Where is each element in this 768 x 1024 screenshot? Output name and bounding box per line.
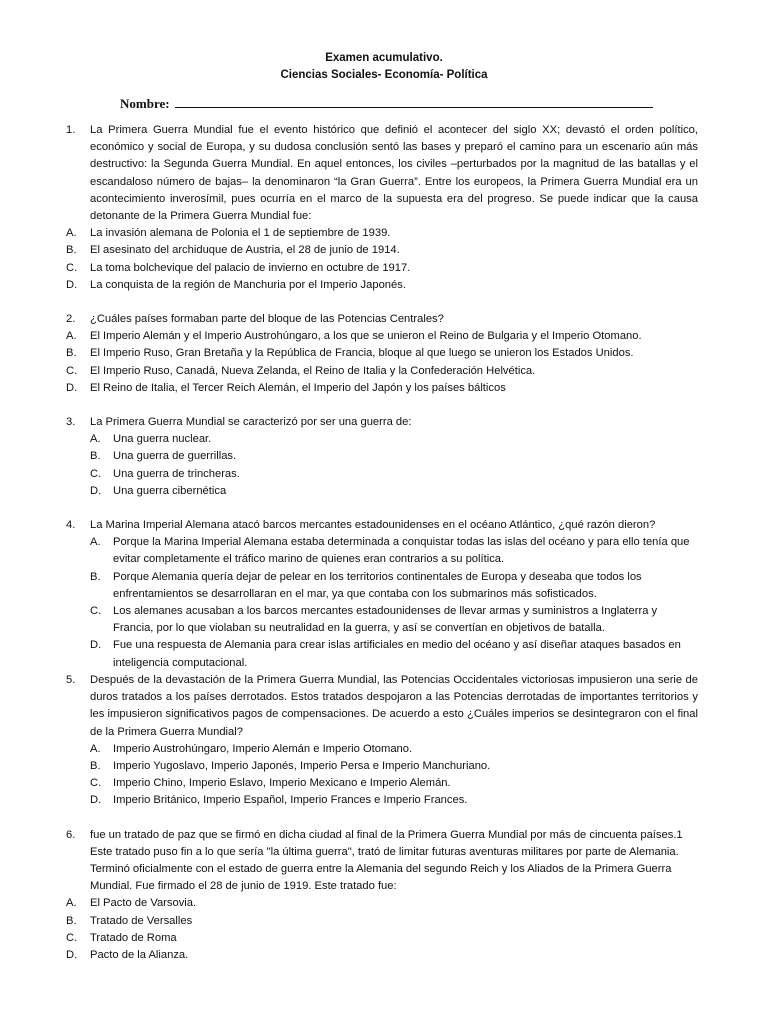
option-1d[interactable]	[66, 277, 698, 294]
question-text	[90, 122, 698, 225]
question-prompt: Se puede indicar que la causa detonante de la Primera Guerra Mundial fue:	[90, 192, 698, 223]
option-text: Fue una respuesta de Alemania para crear islas artificiales en medio del océano y así diseñar ataques basados en inteligencia computacional.	[113, 639, 681, 669]
question-number: 5.	[66, 673, 76, 686]
option-label: D.	[90, 484, 102, 497]
option-label: A.	[66, 330, 77, 343]
option-text: Imperio Chino, Imperio Eslavo, Imperio Mexicano e Imperio Alemán.	[113, 777, 451, 790]
question-4	[66, 517, 698, 534]
option-label: C.	[90, 777, 102, 790]
option-text: El Imperio Ruso, Gran Bretaña y la República de Francia, bloque al que luego se unieron los Estados Unidos.	[90, 347, 634, 360]
option-text: El Imperio Ruso, Canadá, Nueva Zelanda, el Reino de Italia y la Confederación Helvética.	[90, 364, 536, 377]
option-4d[interactable]	[66, 637, 698, 671]
option-label: A.	[90, 536, 101, 549]
option-label: C.	[66, 364, 78, 377]
question-text: ¿Cuáles países formaban parte del bloque de las Potencias Centrales?	[90, 313, 444, 326]
option-label: B.	[90, 759, 101, 772]
option-label: C.	[66, 261, 78, 274]
option-2b[interactable]	[66, 345, 698, 362]
question-2	[66, 311, 698, 328]
question-text: La Primera Guerra Mundial se caracterizó por ser una guerra de:	[90, 416, 412, 429]
option-label: C.	[90, 605, 102, 618]
question-text: fue un tratado de paz que se firmó en dicha ciudad al final de la Primera Guerra Mundial por más de cincuenta países.1 Este tratado puso fin a lo que sería "la última guerra", trató de limitar futuras aventuras militares por parte de Alemania. Terminó oficialmente con el estado de guerra entre la Alemania del segundo Reich y los Aliados de la Primera Guerra Mundial. Fue firmado el 28 de junio de 1919. Este tratado fue:	[90, 828, 683, 893]
option-text: Pacto de la Alianza.	[90, 948, 189, 961]
option-3d[interactable]	[66, 483, 698, 500]
spacer	[66, 294, 698, 311]
option-text: La invasión alemana de Polonia el 1 de septiembre de 1939.	[90, 227, 391, 240]
question-text-context: La Primera Guerra Mundial fue el evento histórico que definió el acontecer del siglo XX; devastó el orden político, económico y social de Europa, y su dudosa conclusión sentó las bases y preparó el camino para un escenario aún más destructivo: la Segunda Guerra Mundial. En aquel entonces, los civiles –perturbados por la magnitud de las batallas y el escandaloso número de bajas– la denominaron “la Gran Guerra”. Entre los europeos, la Primera Guerra Mundial era un acontecimiento inverosímil, pues ocurría en el marco de la supuesta era del progreso.	[90, 124, 698, 205]
option-label: A.	[90, 742, 101, 755]
question-number: 3.	[66, 416, 76, 429]
option-4c[interactable]	[66, 603, 698, 637]
option-1b[interactable]	[66, 242, 698, 259]
spacer	[66, 810, 698, 827]
question-number: 6.	[66, 828, 76, 841]
option-2c[interactable]	[66, 363, 698, 380]
option-5d[interactable]	[66, 792, 698, 809]
question-5	[66, 672, 698, 741]
option-label: A.	[90, 433, 101, 446]
option-label: D.	[66, 278, 78, 291]
name-blank-line[interactable]	[175, 96, 653, 108]
option-5b[interactable]	[66, 758, 698, 775]
question-text: La Marina Imperial Alemana atacó barcos mercantes estadounidenses en el océano Atlántico, ¿qué razón dieron?	[90, 519, 656, 532]
option-label: C.	[66, 931, 78, 944]
name-field-row	[120, 96, 653, 112]
option-label: D.	[66, 948, 78, 961]
option-text: Los alemanes acusaban a los barcos mercantes estadounidenses de llevar armas y suministros a Inglaterra y Francia, por lo que violaban su neutralidad en la guerra, y así se convertían en objetivos de batalla.	[113, 605, 658, 635]
option-text: Tratado de Roma	[90, 931, 177, 944]
option-label: B.	[66, 244, 77, 257]
option-text: El Pacto de Varsovia.	[90, 897, 197, 910]
option-5c[interactable]	[66, 775, 698, 792]
option-text: Tratado de Versalles	[90, 914, 193, 927]
option-text: Porque la Marina Imperial Alemana estaba determinada a conquistar todas las islas del océano y para ello tenía que evitar completamente el tráfico marino de quienes eran contrarios a su política.	[113, 536, 690, 566]
option-6a[interactable]	[66, 895, 698, 912]
question-number: 2.	[66, 313, 76, 326]
option-label: D.	[90, 639, 102, 652]
question-6	[66, 827, 698, 896]
title-line-1: Examen acumulativo.	[325, 52, 443, 64]
question-number: 1.	[66, 124, 76, 136]
option-text: El Reino de Italia, el Tercer Reich Alemán, el Imperio del Japón y los países bálticos	[90, 381, 506, 394]
option-label: B.	[90, 450, 101, 463]
option-text: El Imperio Alemán y el Imperio Austrohúngaro, a los que se unieron el Reino de Bulgaria y el Imperio Otomano.	[90, 330, 642, 343]
option-6b[interactable]	[66, 913, 698, 930]
option-text: Porque Alemania quería dejar de pelear en los territorios continentales de Europa y deseaba que todos los enfrentamientos se desarrollaran en el mar, ya que contaba con los submarinos más sofisticados.	[113, 570, 642, 600]
question-number: 4.	[66, 519, 76, 532]
question-1	[66, 122, 698, 225]
option-label: D.	[66, 381, 78, 394]
option-label: B.	[66, 347, 77, 360]
option-text: Una guerra nuclear.	[113, 433, 212, 446]
option-2a[interactable]	[66, 328, 698, 345]
option-label: B.	[66, 914, 77, 927]
option-text: Imperio Británico, Imperio Español, Imperio Frances e Imperio Frances.	[113, 794, 468, 807]
questions-body	[66, 122, 698, 964]
spacer	[66, 397, 698, 414]
option-1c[interactable]	[66, 260, 698, 277]
option-3a[interactable]	[66, 431, 698, 448]
option-3b[interactable]	[66, 448, 698, 465]
option-6c[interactable]	[66, 930, 698, 947]
option-label: B.	[90, 570, 101, 583]
option-text: Imperio Austrohúngaro, Imperio Alemán e Imperio Otomano.	[113, 742, 413, 755]
option-6d[interactable]	[66, 947, 698, 964]
option-text: Una guerra cibernética	[113, 484, 227, 497]
option-label: C.	[90, 467, 102, 480]
question-3	[66, 414, 698, 431]
title-line-2: Ciencias Sociales- Economía- Política	[280, 69, 488, 81]
option-3c[interactable]	[66, 466, 698, 483]
option-4a[interactable]	[66, 534, 698, 568]
option-label: D.	[90, 794, 102, 807]
option-4b[interactable]	[66, 569, 698, 603]
name-label: Nombre:	[120, 96, 170, 111]
option-2d[interactable]	[66, 380, 698, 397]
option-text: El asesinato del archiduque de Austria, el 28 de junio de 1914.	[90, 244, 400, 257]
option-text: Una guerra de trincheras.	[113, 467, 240, 480]
option-1a[interactable]	[66, 225, 698, 242]
option-label: A.	[66, 897, 77, 910]
option-5a[interactable]	[66, 741, 698, 758]
option-text: La conquista de la región de Manchuria por el Imperio Japonés.	[90, 278, 406, 291]
spacer	[66, 500, 698, 517]
question-text: Después de la devastación de la Primera Guerra Mundial, las Potencias Occidentales victoriosas impusieron una serie de duros tratados a los países derrotados. Estos tratados despojaron a las Potencias derrotadas de importantes territorios y les impusieron significativos pagos de compensaciones. De acuerdo a esto ¿Cuáles imperios se desintegraron con el final de la Primera Guerra Mundial?	[90, 673, 698, 738]
option-text: La toma bolchevique del palacio de invierno en octubre de 1917.	[90, 261, 411, 274]
option-text: Una guerra de guerrillas.	[113, 450, 237, 463]
option-label: A.	[66, 227, 77, 240]
exam-title	[0, 50, 768, 84]
option-text: Imperio Yugoslavo, Imperio Japonés, Imperio Persa e Imperio Manchuriano.	[113, 759, 491, 772]
